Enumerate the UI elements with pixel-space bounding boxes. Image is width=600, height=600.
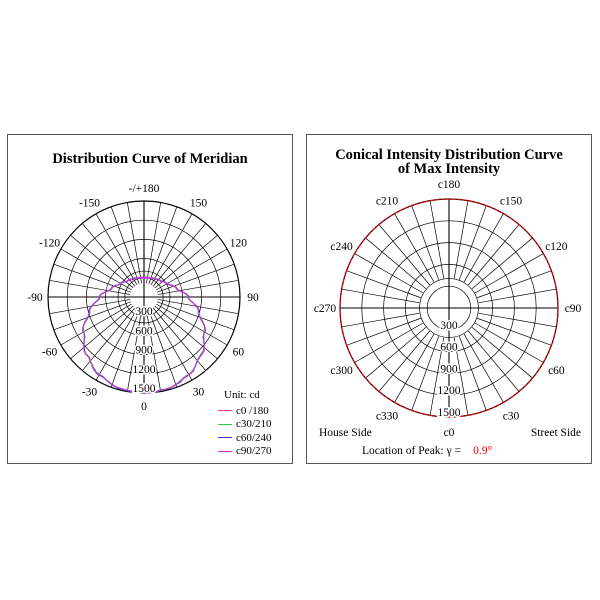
conical-angle-label: c90 xyxy=(564,303,582,315)
conical-spoke xyxy=(464,214,504,282)
conical-spoke xyxy=(430,201,444,279)
conical-spoke xyxy=(454,201,468,279)
meridian-chart-panel xyxy=(7,134,293,464)
conical-spoke xyxy=(395,214,435,282)
conical-spoke xyxy=(355,323,423,363)
conical-angle-label: c30 xyxy=(502,410,520,423)
conical-radial-tick-1500: 1500 xyxy=(437,407,461,419)
meridian-radial-tick-300: 300 xyxy=(135,306,153,319)
conical-angle-label: c180 xyxy=(437,179,461,191)
meridian-radial-tick-1200: 1200 xyxy=(132,363,156,376)
meridian-angle-label: 0 xyxy=(141,401,147,413)
meridian-angle-label: -150 xyxy=(78,197,101,210)
meridian-radial-tick-900: 900 xyxy=(135,344,153,357)
legend-swatch-c30 xyxy=(218,424,232,425)
conical-angle-label: c270 xyxy=(313,303,337,315)
peak-location-value: 0.9° xyxy=(473,445,493,457)
conical-chart-title-line2: of Max Intensity xyxy=(397,161,501,177)
conical-polar-chart xyxy=(307,135,591,463)
conical-spoke xyxy=(479,313,557,327)
legend-swatch-c90 xyxy=(218,451,232,452)
conical-spoke xyxy=(342,313,420,327)
conical-radial-tick-900: 900 xyxy=(440,363,458,376)
meridian-angle-label: -120 xyxy=(39,237,61,250)
peak-location xyxy=(362,445,492,457)
house-side-label: House Side xyxy=(319,427,372,439)
conical-spoke xyxy=(355,254,423,294)
legend-item-c30 xyxy=(218,418,271,432)
conical-spoke xyxy=(475,323,543,363)
conical-angle-label: c330 xyxy=(375,410,399,423)
legend-swatch-c60 xyxy=(218,437,232,438)
meridian-angle-label: 60 xyxy=(232,346,245,359)
peak-location-label: Location of Peak: γ = xyxy=(362,445,462,457)
conical-angle-label: c0 xyxy=(443,427,455,439)
meridian-angle-label: 120 xyxy=(229,237,248,250)
legend-label-c30: c30/210 xyxy=(236,418,272,431)
conical-chart-title-line1: Conical Intensity Distribution Curve xyxy=(335,147,563,163)
legend-label-c60: c60/240 xyxy=(236,431,272,444)
legend-swatch-c0 xyxy=(218,410,232,411)
legend-label-c0: c0 /180 xyxy=(236,404,269,417)
meridian-angle-label: 30 xyxy=(192,386,205,399)
meridian-legend xyxy=(218,389,271,458)
meridian-angle-label: -60 xyxy=(41,346,58,359)
meridian-angle-label: 90 xyxy=(247,292,259,304)
legend-item-c0 xyxy=(218,404,271,418)
unit-label: Unit: cd xyxy=(224,389,260,401)
meridian-angle-label: 150 xyxy=(189,197,208,210)
legend-label-c90: c90/270 xyxy=(236,445,272,458)
conical-radial-tick-300: 300 xyxy=(440,319,458,332)
conical-angle-label: c150 xyxy=(499,195,523,208)
conical-radial-tick-1200: 1200 xyxy=(437,385,461,398)
conical-spoke xyxy=(464,334,504,402)
conical-angle-label: c210 xyxy=(375,195,399,208)
conical-chart-panel xyxy=(306,134,592,464)
conical-radial-tick-600: 600 xyxy=(440,341,458,354)
meridian-radial-tick-1500: 1500 xyxy=(132,383,156,395)
conical-angle-label: c60 xyxy=(548,365,565,377)
conical-spoke xyxy=(479,289,557,303)
legend-item-c60 xyxy=(218,431,271,445)
street-side-label: Street Side xyxy=(530,427,581,439)
meridian-angle-label: -90 xyxy=(27,292,43,304)
meridian-angle-label: -30 xyxy=(81,386,98,399)
conical-spoke xyxy=(475,254,543,294)
meridian-radial-tick-600: 600 xyxy=(135,325,153,338)
conical-spoke xyxy=(395,334,435,402)
conical-spoke xyxy=(342,289,420,303)
legend-item-c90 xyxy=(218,445,271,459)
meridian-chart-title: Distribution Curve of Meridian xyxy=(52,151,248,167)
conical-angle-label: c240 xyxy=(330,241,353,253)
conical-angle-label: c300 xyxy=(330,365,353,377)
meridian-angle-label: -/+180 xyxy=(128,183,160,195)
conical-angle-label: c120 xyxy=(545,241,568,253)
